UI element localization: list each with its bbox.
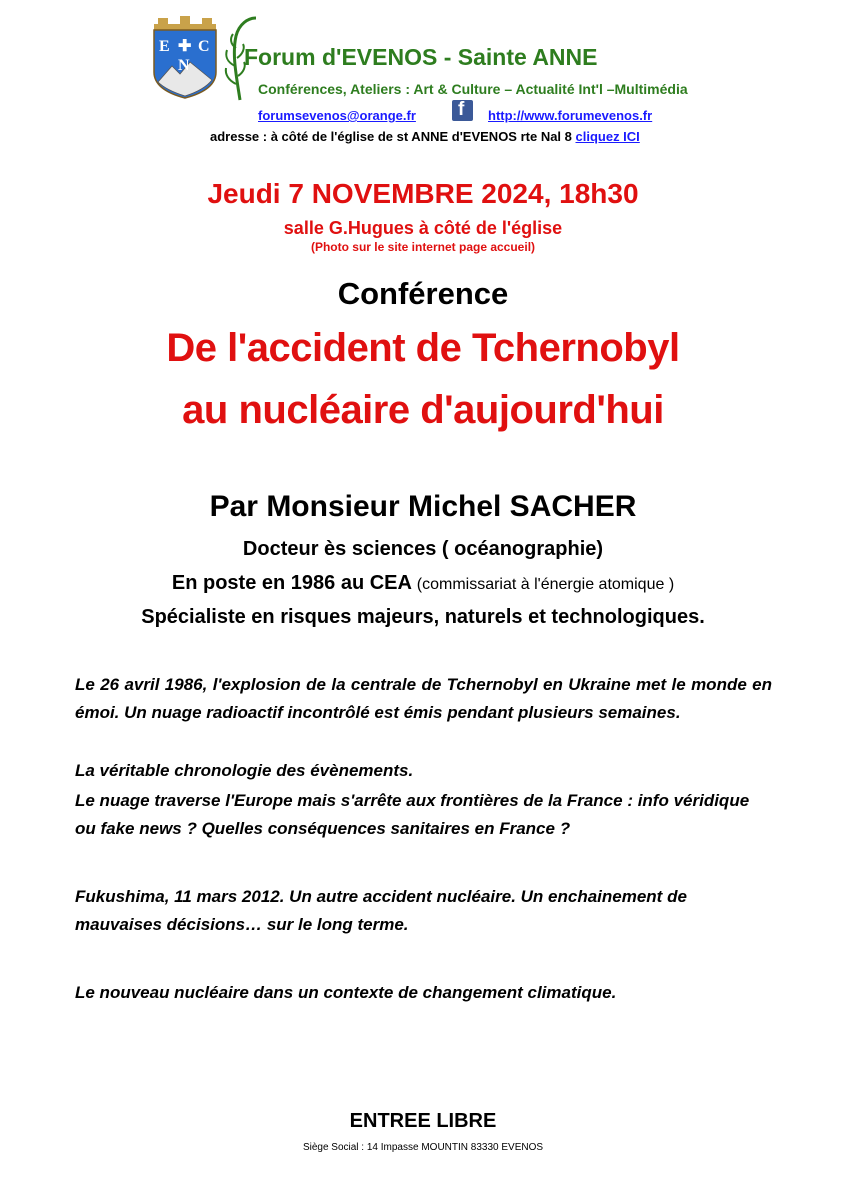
photo-note: (Photo sur le site internet page accueil)	[310, 240, 536, 254]
conference-title-line2: au nucléaire d'aujourd'hui	[182, 388, 664, 432]
speaker-name: Par Monsieur Michel SACHER	[209, 490, 637, 523]
facebook-icon[interactable]: f	[452, 100, 473, 121]
svg-text:E: E	[159, 38, 170, 55]
event-venue: salle G.Hugues à côté de l'église	[283, 218, 563, 238]
email-link[interactable]: forumsevenos@orange.fr	[258, 108, 416, 123]
paragraph-fukushima: Fukushima, 11 mars 2012. Un autre accident nucléaire. Un enchainement de mauvaises décisions… sur le long terme.	[75, 887, 687, 934]
address-line	[210, 129, 640, 144]
svg-text:N: N	[178, 57, 190, 74]
forum-subtitle: Conférences, Ateliers : Art & Culture – Actualité Int'l –Multimédia	[258, 81, 688, 97]
paragraph-chronology: La véritable chronologie des évènements.	[75, 761, 414, 780]
paragraph-cloud: Le nuage traverse l'Europe mais s'arrête aux frontières de la France : info véridique ou fake news ? Quelles conséquences sanitaires en France ?	[75, 791, 750, 838]
free-entry: ENTREE LIBRE	[349, 1110, 497, 1132]
speaker-post	[0, 572, 846, 595]
paragraph-new-nuclear: Le nouveau nucléaire dans un contexte de changement climatique.	[75, 983, 617, 1002]
svg-text:✚: ✚	[178, 38, 192, 55]
website-link[interactable]: http://www.forumevenos.fr	[488, 108, 653, 123]
crest-logo-icon	[148, 16, 222, 100]
speaker-post-detail: (commissariat à l'énergie atomique )	[416, 576, 675, 593]
event-date: Jeudi 7 NOVEMBRE 2024, 18h30	[207, 178, 639, 209]
map-link[interactable]: cliquez ICI	[575, 129, 640, 144]
forum-title: Forum d'EVENOS - Sainte ANNE	[244, 44, 598, 70]
conference-label: Conférence	[337, 276, 509, 311]
address-text: adresse : à côté de l'église de st ANNE d'EVENOS rte Nal 8	[210, 129, 576, 144]
svg-text:C: C	[198, 38, 210, 55]
speaker-degree: Docteur ès sciences ( océanographie)	[242, 538, 604, 560]
speaker-post-main: En poste en 1986 au CEA	[171, 572, 417, 594]
conference-title-line1: De l'accident de Tchernobyl	[166, 326, 680, 370]
registered-office: Siège Social : 14 Impasse MOUNTIN 83330 EVENOS	[302, 1142, 544, 1153]
paragraph-chernobyl: Le 26 avril 1986, l'explosion de la centrale de Tchernobyl en Ukraine met le monde en émoi. Un nuage radioactif incontrôlé est émis pendant plusieurs semaines.	[75, 675, 772, 722]
speaker-specialty: Spécialiste en risques majeurs, naturels et technologiques.	[141, 606, 705, 628]
